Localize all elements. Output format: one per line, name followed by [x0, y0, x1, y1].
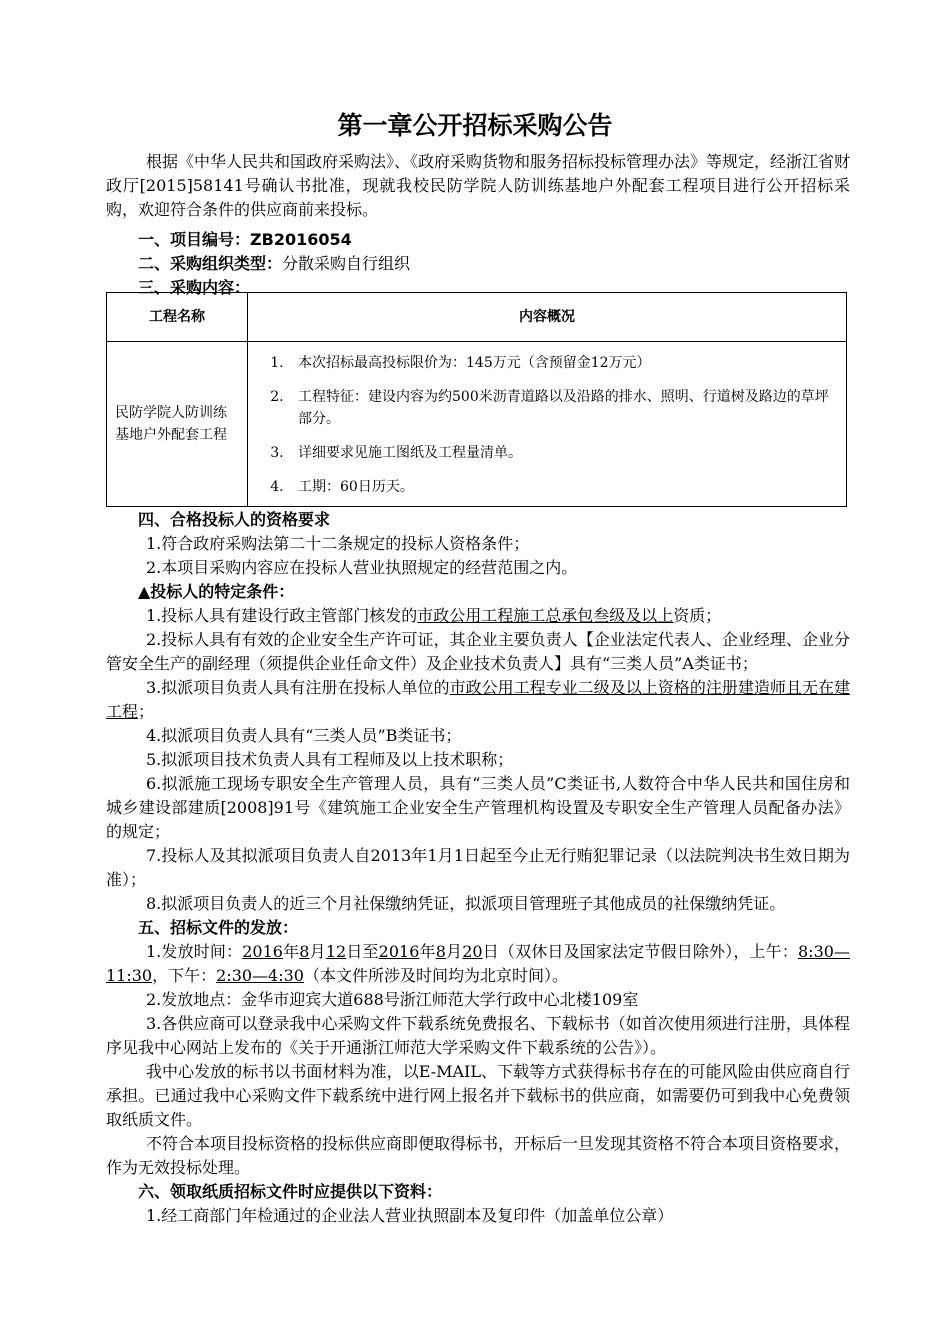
content-list [260, 352, 834, 498]
project-number-value: ZB2016054 [250, 230, 352, 249]
document-title: 第一章公开招标采购公告 [337, 111, 613, 140]
underlined-qualification: 市政公用工程专业二级及以上资格的注册建造师且无在建工程 [106, 678, 850, 721]
project-name-cell: 民防学院人防训练基地户外配套工程 [107, 342, 248, 507]
intro-block [106, 150, 850, 222]
general-req-2: 2.本项目采购内容应在投标人营业执照规定的经营范围之内。 [146, 558, 578, 577]
materials-item-1: 1.经工商部门年检通过的企业法人营业执照副本及复印件（加盖单位公章） [146, 1206, 674, 1225]
section-1 [106, 228, 850, 300]
project-number-label: 一、项目编号： [138, 230, 251, 249]
distribution-heading: 五、招标文件的发放： [138, 918, 299, 937]
qualification-heading: 四、合格投标人的资格要求 [138, 510, 331, 529]
special-req-1: 1.投标人具有建设行政主管部门核发的市政公用工程施工总承包叁级及以上资质； [146, 606, 722, 625]
special-req-5: 5.拟派项目技术负责人具有工程师及以上技术职称； [146, 750, 514, 769]
special-req-3: 3.拟派项目负责人具有注册在投标人单位的市政公用工程专业二级及以上资格的注册建造师且无在建工程； [106, 678, 850, 721]
distribution-note-2: 不符合本项目投标资格的投标供应商即便取得标书，开标后一旦发现其资格不符合本项目资格要求，作为无效投标处理。 [106, 1134, 851, 1177]
content-overview-cell [248, 342, 847, 507]
list-item: 3. 详细要求见施工图纸及工程量清单。 [288, 442, 834, 464]
special-req-7: 7.投标人及其拟派项目负责人自2013年1月1日起至今止无行贿犯罪记录（以法院判决书生效日期为准）； [106, 846, 850, 889]
project-number-line [106, 228, 850, 252]
list-item: 1. 本次招标最高投标限价为：145万元（含预留金12万元） [288, 352, 834, 374]
intro-paragraph: 根据《中华人民共和国政府采购法》、《政府采购货物和服务招标投标管理办法》等规定，经浙江省财政厅[2015]58141号确认书批准，现就我校民防学院人防训练基地户外配套工程项目进行公开招标采购，欢迎符合条件的供应商前来投标。 [106, 152, 851, 219]
special-req-4: 4.拟派项目负责人具有“三类人员”B类证书； [146, 726, 462, 745]
distribution-online: 3.各供应商可以登录我中心采购文件下载系统免费报名、下载标书（如首次使用须进行注册，具体程序见我中心网站上发布的《关于开通浙江师范大学采购文件下载系统的公告》）。 [106, 1014, 850, 1057]
general-req-1: 1.符合政府采购法第二十二条规定的投标人资格条件； [146, 534, 530, 553]
distribution-time: 1.发放时间：2016年8月12日至2016年8月20日（双休日及国家法定节假日除外），上午：8:30—11:30，下午：2:30—4:30（本文件所涉及时间均为北京时间）。 [106, 942, 850, 985]
procurement-content-table [106, 292, 847, 507]
distribution-note-1: 我中心发放的标书以书面材料为准，以E-MAIL、下载等方式获得标书存在的可能风险由供应商自行承担。已通过我中心采购文件下载系统中进行网上报名并下载标书的供应商，如需要仍可到我中心免费领取纸质文件。 [106, 1062, 850, 1129]
header-project-name: 工程名称 [107, 293, 248, 342]
table-header-row [107, 293, 847, 342]
materials-heading: 六、领取纸质招标文件时应提供以下资料： [138, 1182, 443, 1201]
special-req-2: 2.投标人具有有效的企业安全生产许可证，其企业主要负责人【企业法定代表人、企业经理、企业分管安全生产的副经理（须提供企业任命文件）及企业技术负责人】具有“三类人员”A类证书； [106, 630, 850, 673]
procurement-type-label: 二、采购组织类型： [138, 254, 283, 273]
table-row [107, 342, 847, 507]
section-4 [106, 508, 850, 1228]
special-req-6: 6.拟派施工现场专职安全生产管理人员，具有“三类人员”C类证书,人数符合中华人民共和国住房和城乡建设部建质[2008]91号《建筑施工企业安全生产管理机构设置及专职安全生产管理人员配备办法》的规定； [106, 774, 850, 841]
special-conditions-heading: ▲投标人的特定条件： [138, 582, 295, 601]
distribution-place: 2.发放地点：金华市迎宾大道688号浙江师范大学行政中心北楼109室 [146, 990, 639, 1009]
procurement-type-line [106, 252, 850, 276]
list-item: 4. 工期：60日历天。 [288, 476, 834, 498]
underlined-qualification: 市政公用工程施工总承包叁级及以上 [417, 606, 674, 625]
procurement-content-heading: 三、采购内容： [138, 278, 251, 297]
list-item: 2. 工程特征：建设内容为约500米沥青道路以及沿路的排水、照明、行道树及路边的草坪部分。 [288, 386, 834, 430]
procurement-type-value: 分散采购自行组织 [282, 254, 411, 273]
special-req-8: 8.拟派项目负责人的近三个月社保缴纳凭证，拟派项目管理班子其他成员的社保缴纳凭证。 [146, 894, 786, 913]
header-content-overview: 内容概况 [248, 293, 847, 342]
